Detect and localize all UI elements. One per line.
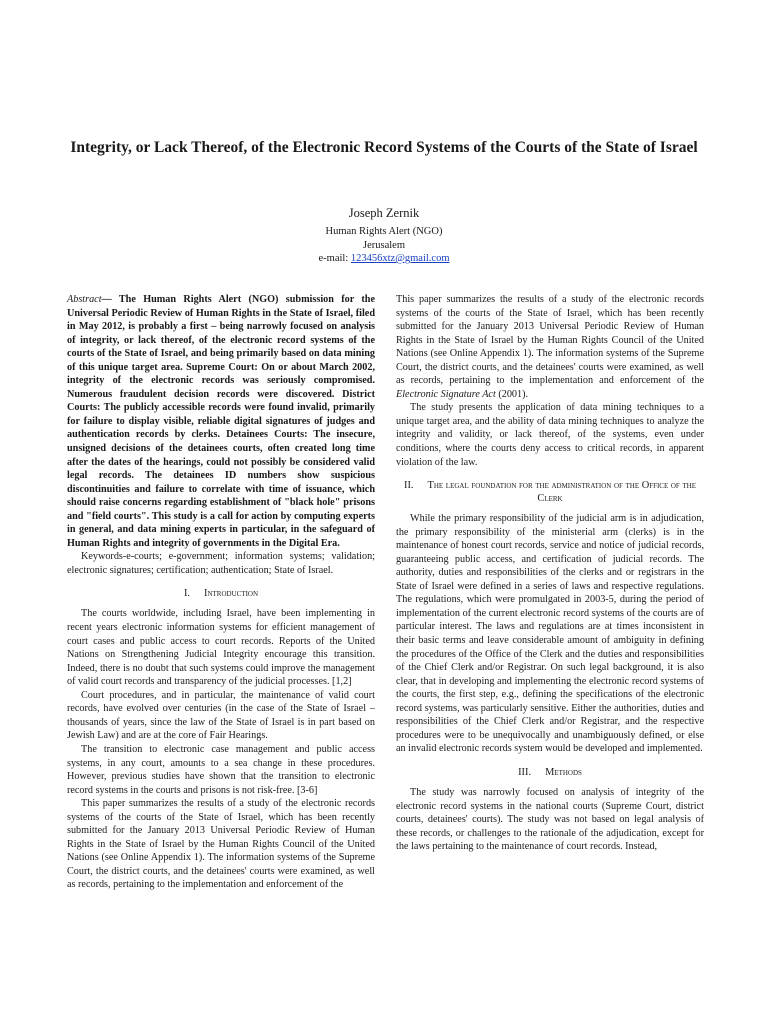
author-city: Jerusalem [363,239,405,251]
author-block [184,205,584,266]
intro-paragraph-1: The courts worldwide, including Israel, have been implementing in recent years electronic information systems for efficient management of court cases and public access to court records. Reports of the United Nations on Strengthening Judicial Integrity encourage this transition. Indeed, there is no doubt that such systems could improve the management of valid court records and transparency of the judicial processes. [1,2] [67,608,375,688]
author-name: Joseph Zernik [348,206,420,220]
abstract [67,293,375,550]
intro-paragraph-4-start: This paper summarizes the results of a study of the electronic records systems of the courts of the State of Israel, which has been recently submitted for the January 2013 Universal Periodic Review of Human Rights in the State of Israel by the Human Rights Council of the United Nations (see Online Appendix 1). The information systems of the Supreme Court, the district courts, and the detainees' courts were examined, as well as records, pertaining to the implementation and enforcement of the [67,798,375,891]
section-title: The legal foundation for the administration of the Office of the Clerk [427,480,697,505]
abstract-text: The Human Rights Alert (NGO) submission for the Universal Periodic Review of Human Rights in the State of Israel, filed in May 2012, is probably a first – being narrowly focused on analysis of integrity, or lack thereof, of the electronic record systems of the courts of the State of Israel, and being primarily based on data mining of this unique target area. Supreme Court: On or about March 2002, integrity of the electronic records was seriously compromised. Numerous fraudulent decision records were discovered. District Courts: The publicly accessible records were found invalid, primarily for failure to display visible, reliable digital signatures of judges and authentication records by clerks. Detainees Courts: The insecure, unsigned decisions of the detainees courts, often created long time after the dates of the hearings, could not possibly be considered valid legal records. The detainees ID numbers show suspicious discontinuities and failure to correlate with time of issuance, which should raise concerns regarding establishment of "black hole" prisons and "field courts". This study is a call for action by computing experts in general, and data mining experts in particular, in the safeguard of Human Rights and integrity of governments in the Digital Era. [67,294,375,549]
section-heading-introduction [67,587,375,600]
section-number: II. [403,480,414,492]
section-number: I. [183,588,191,600]
section-title: Introduction [204,588,259,600]
intro-paragraph-2: Court procedures, and in particular, the maintenance of valid court records, have evolved over centuries (in the case of the State of Israel – thousands of years, since the law of the State of Israel is in part based on Jewish Law) and are at the core of Fair Hearings. [67,689,375,742]
right-column [396,293,704,854]
section-heading-methods [396,766,704,779]
email-label: e-mail: [318,253,349,264]
abstract-label: Abstract [67,294,102,305]
intro-paragraph-4-continued [396,293,704,401]
legal-paragraph-1: While the primary responsibility of the judicial arm is in adjudication, the primary responsibility of the ministerial arm (clerks) is in the maintenance of honest court records, service and notice of judicial records, guaranteeing public access, and certification of judicial records. The authority, duties and responsibilities of the clerks and or registrars in the State of Israel were defined in a series of laws and respective regulations. The regulations, which were promulgated in 2003-5, during the period of implementation of the current electronic record systems of the courts are of particular interest. The laws and regulations are at times inconsistent in their basic terms and leave considerable amount of ambiguity in defining the procedures of the Office of the Clerk and the duties and responsibilities of the Chief Clerk and/or Registrar. On such legal background, it is also clear, that in developing and implementing the electronic record systems of the courts, the first step, e.g., defining the specifications of the electronic record systems, was particularly sensitive. Either the authorities, duties and responsibilities of the Chief Clerk and/or Registrar, and the respective procedures were to be unequivocally and unambiguously defined, or else an invalid electronic records system would be developed and implemented. [396,513,704,755]
abstract-dash: — [101,294,119,305]
intro-paragraph-5: The study presents the application of data mining techniques to a unique target area, and the ability of data mining techniques to analyze the integrity and validity, or lack thereof, of the systems, even under conditions, where the courts deny access to critical records, in apparent violation of the law. [396,402,704,468]
methods-paragraph-1: The study was narrowly focused on analysis of integrity of the electronic record systems in the national courts (Supreme Court, district courts, detainees' courts). The study was not based on legal analysis of these records, or challenges to the rationale of the adjudication, except for the laws pertaining to the maintenance of court records. Instead, [396,786,704,853]
paper-title: Integrity, or Lack Thereof, of the Electronic Record Systems of the Courts of the State of Israel [70,139,698,156]
act-name: Electronic Signature Act [396,388,496,400]
author-email-line [184,252,584,266]
section-title: Methods [545,766,582,778]
email-link[interactable]: 123456xtz@gmail.com [350,253,450,264]
left-column [67,293,375,892]
author-organization: Human Rights Alert (NGO) [325,226,443,237]
intro-paragraph-4-end: (2001). [495,388,529,400]
intro-paragraph-4-text: This paper summarizes the results of a study of the electronic records systems of the courts of the State of Israel, which has been recently submitted for the January 2013 Universal Periodic Review of Human Rights in the State of Israel by the Human Rights Council of the United Nations (see Online Appendix 1). The information systems of the Supreme Court, the district courts, and the detainees' courts were examined, as well as records, pertaining to the implementation and enforcement of the [396,294,704,387]
keywords: Keywords-e-courts; e-government; information systems; validation; electronic signatures; certification; authentication; State of Israel. [67,551,375,576]
intro-paragraph-3: The transition to electronic case management and public access systems, in any court, amounts to a sea change in these procedures. However, previous studies have shown that the transition to electronic record systems in the courts and prisons is not risk-free. [3-6] [67,743,375,796]
section-number: III. [518,766,532,778]
section-heading-legal-foundation [396,479,704,505]
